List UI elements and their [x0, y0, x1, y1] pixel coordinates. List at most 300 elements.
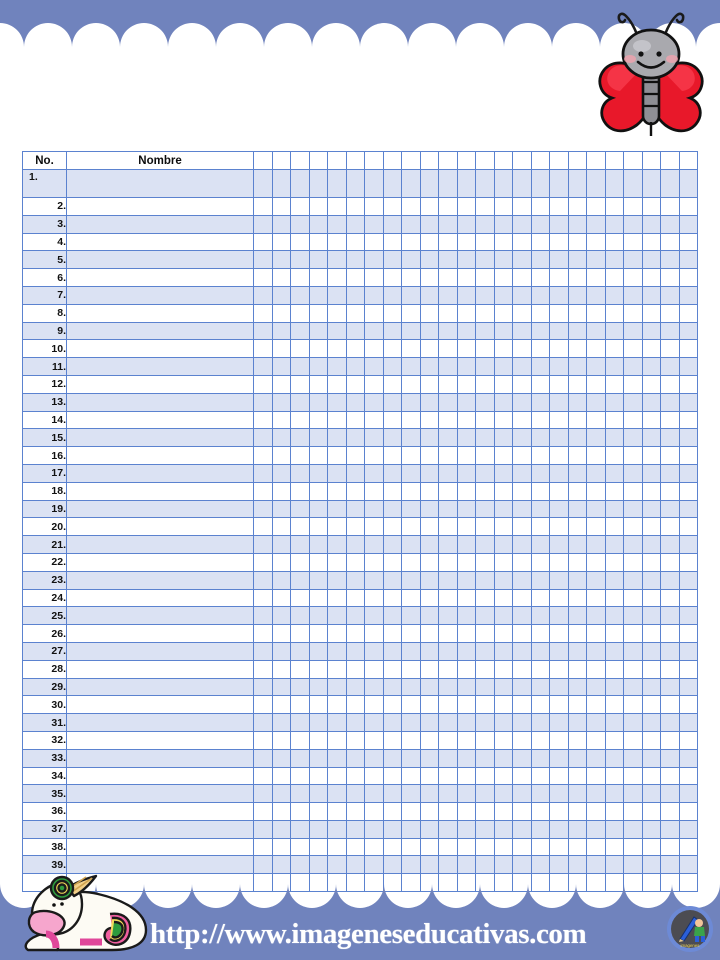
attendance-cell[interactable] [439, 856, 458, 874]
attendance-cell[interactable] [328, 215, 347, 233]
attendance-cell[interactable] [383, 447, 402, 465]
attendance-cell[interactable] [494, 375, 513, 393]
attendance-cell[interactable] [309, 731, 328, 749]
attendance-cell[interactable] [346, 696, 365, 714]
attendance-cell[interactable] [642, 749, 661, 767]
attendance-cell[interactable] [402, 696, 421, 714]
attendance-cell[interactable] [605, 642, 624, 660]
attendance-cell[interactable] [402, 304, 421, 322]
attendance-cell[interactable] [291, 714, 310, 732]
attendance-cell[interactable] [291, 607, 310, 625]
attendance-cell[interactable] [291, 375, 310, 393]
attendance-cell[interactable] [661, 642, 680, 660]
attendance-cell[interactable] [402, 500, 421, 518]
attendance-cell[interactable] [457, 482, 476, 500]
student-name-cell[interactable] [67, 464, 254, 482]
attendance-cell[interactable] [661, 714, 680, 732]
attendance-cell[interactable] [679, 642, 698, 660]
attendance-cell[interactable] [550, 589, 569, 607]
attendance-cell[interactable] [550, 660, 569, 678]
attendance-cell[interactable] [420, 731, 439, 749]
attendance-cell[interactable] [383, 856, 402, 874]
attendance-cell[interactable] [457, 625, 476, 643]
attendance-cell[interactable] [679, 286, 698, 304]
attendance-cell[interactable] [661, 660, 680, 678]
attendance-cell[interactable] [513, 536, 532, 554]
student-name-cell[interactable] [67, 482, 254, 500]
attendance-cell[interactable] [439, 170, 458, 198]
attendance-cell[interactable] [476, 838, 495, 856]
attendance-cell[interactable] [328, 358, 347, 376]
attendance-cell[interactable] [476, 251, 495, 269]
attendance-cell[interactable] [272, 198, 291, 216]
attendance-cell[interactable] [402, 198, 421, 216]
attendance-cell[interactable] [402, 731, 421, 749]
attendance-cell[interactable] [254, 607, 273, 625]
attendance-cell[interactable] [587, 215, 606, 233]
attendance-cell[interactable] [494, 696, 513, 714]
attendance-cell[interactable] [513, 447, 532, 465]
attendance-cell[interactable] [291, 696, 310, 714]
attendance-cell[interactable] [291, 215, 310, 233]
attendance-cell[interactable] [272, 233, 291, 251]
attendance-cell[interactable] [494, 429, 513, 447]
attendance-cell[interactable] [605, 447, 624, 465]
attendance-cell[interactable] [642, 803, 661, 821]
student-name-cell[interactable] [67, 678, 254, 696]
attendance-cell[interactable] [383, 660, 402, 678]
attendance-cell[interactable] [402, 358, 421, 376]
attendance-cell[interactable] [420, 251, 439, 269]
attendance-cell[interactable] [605, 625, 624, 643]
attendance-cell[interactable] [309, 696, 328, 714]
attendance-cell[interactable] [272, 856, 291, 874]
attendance-cell[interactable] [661, 322, 680, 340]
attendance-cell[interactable] [605, 358, 624, 376]
attendance-cell[interactable] [365, 660, 384, 678]
attendance-cell[interactable] [328, 251, 347, 269]
attendance-cell[interactable] [605, 838, 624, 856]
attendance-cell[interactable] [291, 518, 310, 536]
attendance-cell[interactable] [624, 429, 643, 447]
attendance-cell[interactable] [587, 785, 606, 803]
attendance-cell[interactable] [439, 358, 458, 376]
attendance-cell[interactable] [402, 589, 421, 607]
attendance-cell[interactable] [605, 571, 624, 589]
attendance-cell[interactable] [679, 393, 698, 411]
attendance-cell[interactable] [346, 625, 365, 643]
attendance-cell[interactable] [420, 536, 439, 554]
attendance-cell[interactable] [513, 482, 532, 500]
attendance-cell[interactable] [309, 536, 328, 554]
attendance-cell[interactable] [513, 429, 532, 447]
attendance-cell[interactable] [383, 340, 402, 358]
attendance-cell[interactable] [420, 500, 439, 518]
attendance-cell[interactable] [272, 482, 291, 500]
student-name-cell[interactable] [67, 767, 254, 785]
attendance-cell[interactable] [254, 269, 273, 287]
attendance-cell[interactable] [531, 536, 550, 554]
attendance-cell[interactable] [402, 678, 421, 696]
attendance-cell[interactable] [568, 767, 587, 785]
attendance-cell[interactable] [439, 820, 458, 838]
attendance-cell[interactable] [383, 696, 402, 714]
attendance-cell[interactable] [457, 358, 476, 376]
attendance-cell[interactable] [439, 589, 458, 607]
attendance-cell[interactable] [254, 731, 273, 749]
attendance-cell[interactable] [587, 269, 606, 287]
attendance-cell[interactable] [383, 642, 402, 660]
attendance-cell[interactable] [309, 464, 328, 482]
attendance-cell[interactable] [420, 198, 439, 216]
attendance-cell[interactable] [439, 251, 458, 269]
attendance-cell[interactable] [291, 170, 310, 198]
attendance-cell[interactable] [346, 642, 365, 660]
attendance-cell[interactable] [624, 482, 643, 500]
attendance-cell[interactable] [624, 358, 643, 376]
attendance-cell[interactable] [476, 518, 495, 536]
attendance-cell[interactable] [494, 233, 513, 251]
attendance-cell[interactable] [346, 411, 365, 429]
attendance-cell[interactable] [550, 678, 569, 696]
attendance-cell[interactable] [291, 589, 310, 607]
attendance-cell[interactable] [346, 375, 365, 393]
attendance-cell[interactable] [457, 767, 476, 785]
attendance-cell[interactable] [513, 198, 532, 216]
attendance-cell[interactable] [309, 393, 328, 411]
student-name-cell[interactable] [67, 447, 254, 465]
attendance-cell[interactable] [254, 625, 273, 643]
attendance-cell[interactable] [661, 304, 680, 322]
attendance-cell[interactable] [624, 803, 643, 821]
attendance-cell[interactable] [605, 767, 624, 785]
attendance-cell[interactable] [457, 571, 476, 589]
attendance-cell[interactable] [309, 215, 328, 233]
attendance-cell[interactable] [291, 322, 310, 340]
attendance-cell[interactable] [439, 714, 458, 732]
attendance-cell[interactable] [402, 482, 421, 500]
attendance-cell[interactable] [346, 803, 365, 821]
attendance-cell[interactable] [272, 269, 291, 287]
attendance-cell[interactable] [679, 215, 698, 233]
attendance-cell[interactable] [531, 500, 550, 518]
attendance-cell[interactable] [420, 625, 439, 643]
attendance-cell[interactable] [457, 536, 476, 554]
attendance-cell[interactable] [550, 803, 569, 821]
attendance-cell[interactable] [309, 553, 328, 571]
attendance-cell[interactable] [476, 304, 495, 322]
attendance-cell[interactable] [254, 215, 273, 233]
attendance-cell[interactable] [587, 233, 606, 251]
attendance-cell[interactable] [383, 198, 402, 216]
attendance-cell[interactable] [254, 429, 273, 447]
attendance-cell[interactable] [531, 767, 550, 785]
attendance-cell[interactable] [679, 571, 698, 589]
attendance-cell[interactable] [420, 429, 439, 447]
attendance-cell[interactable] [402, 749, 421, 767]
attendance-cell[interactable] [624, 553, 643, 571]
student-name-cell[interactable] [67, 571, 254, 589]
attendance-cell[interactable] [346, 838, 365, 856]
attendance-cell[interactable] [642, 696, 661, 714]
attendance-cell[interactable] [309, 856, 328, 874]
attendance-cell[interactable] [642, 607, 661, 625]
attendance-cell[interactable] [439, 749, 458, 767]
attendance-cell[interactable] [661, 696, 680, 714]
attendance-cell[interactable] [346, 215, 365, 233]
attendance-cell[interactable] [365, 233, 384, 251]
attendance-cell[interactable] [494, 393, 513, 411]
attendance-cell[interactable] [309, 625, 328, 643]
attendance-cell[interactable] [587, 429, 606, 447]
attendance-cell[interactable] [402, 251, 421, 269]
attendance-cell[interactable] [568, 571, 587, 589]
attendance-cell[interactable] [439, 500, 458, 518]
attendance-cell[interactable] [605, 553, 624, 571]
attendance-cell[interactable] [531, 589, 550, 607]
attendance-cell[interactable] [365, 678, 384, 696]
attendance-cell[interactable] [457, 304, 476, 322]
attendance-cell[interactable] [494, 411, 513, 429]
attendance-cell[interactable] [272, 714, 291, 732]
attendance-cell[interactable] [531, 642, 550, 660]
attendance-cell[interactable] [457, 322, 476, 340]
attendance-cell[interactable] [661, 856, 680, 874]
attendance-cell[interactable] [309, 286, 328, 304]
attendance-cell[interactable] [383, 464, 402, 482]
attendance-cell[interactable] [513, 856, 532, 874]
attendance-cell[interactable] [254, 518, 273, 536]
attendance-cell[interactable] [550, 696, 569, 714]
attendance-cell[interactable] [420, 607, 439, 625]
attendance-cell[interactable] [439, 696, 458, 714]
attendance-cell[interactable] [661, 215, 680, 233]
attendance-cell[interactable] [679, 233, 698, 251]
attendance-cell[interactable] [661, 358, 680, 376]
attendance-cell[interactable] [624, 464, 643, 482]
attendance-cell[interactable] [531, 198, 550, 216]
attendance-cell[interactable] [254, 411, 273, 429]
attendance-cell[interactable] [624, 625, 643, 643]
attendance-cell[interactable] [272, 464, 291, 482]
attendance-cell[interactable] [346, 393, 365, 411]
attendance-cell[interactable] [679, 518, 698, 536]
attendance-cell[interactable] [661, 803, 680, 821]
attendance-cell[interactable] [291, 767, 310, 785]
attendance-cell[interactable] [328, 660, 347, 678]
attendance-cell[interactable] [624, 678, 643, 696]
attendance-cell[interactable] [420, 749, 439, 767]
attendance-cell[interactable] [568, 696, 587, 714]
attendance-cell[interactable] [605, 785, 624, 803]
attendance-cell[interactable] [272, 393, 291, 411]
attendance-cell[interactable] [476, 607, 495, 625]
attendance-cell[interactable] [309, 571, 328, 589]
attendance-cell[interactable] [605, 678, 624, 696]
attendance-cell[interactable] [420, 785, 439, 803]
attendance-cell[interactable] [661, 233, 680, 251]
attendance-cell[interactable] [420, 518, 439, 536]
attendance-cell[interactable] [568, 589, 587, 607]
attendance-cell[interactable] [679, 170, 698, 198]
attendance-cell[interactable] [291, 571, 310, 589]
attendance-cell[interactable] [365, 571, 384, 589]
attendance-cell[interactable] [494, 838, 513, 856]
attendance-cell[interactable] [309, 269, 328, 287]
attendance-cell[interactable] [272, 607, 291, 625]
attendance-cell[interactable] [494, 322, 513, 340]
attendance-cell[interactable] [642, 375, 661, 393]
attendance-cell[interactable] [642, 170, 661, 198]
attendance-cell[interactable] [383, 731, 402, 749]
attendance-cell[interactable] [661, 269, 680, 287]
attendance-cell[interactable] [254, 642, 273, 660]
attendance-cell[interactable] [587, 411, 606, 429]
attendance-cell[interactable] [568, 607, 587, 625]
attendance-cell[interactable] [587, 518, 606, 536]
attendance-cell[interactable] [402, 447, 421, 465]
attendance-cell[interactable] [587, 358, 606, 376]
attendance-cell[interactable] [383, 749, 402, 767]
attendance-cell[interactable] [531, 749, 550, 767]
attendance-cell[interactable] [328, 553, 347, 571]
attendance-cell[interactable] [328, 304, 347, 322]
attendance-cell[interactable] [550, 375, 569, 393]
attendance-cell[interactable] [476, 571, 495, 589]
attendance-cell[interactable] [346, 322, 365, 340]
attendance-cell[interactable] [661, 393, 680, 411]
attendance-cell[interactable] [383, 170, 402, 198]
attendance-cell[interactable] [254, 696, 273, 714]
attendance-cell[interactable] [254, 340, 273, 358]
attendance-cell[interactable] [494, 767, 513, 785]
attendance-cell[interactable] [272, 785, 291, 803]
attendance-cell[interactable] [531, 393, 550, 411]
attendance-cell[interactable] [679, 820, 698, 838]
attendance-cell[interactable] [642, 731, 661, 749]
attendance-cell[interactable] [679, 269, 698, 287]
attendance-cell[interactable] [328, 429, 347, 447]
attendance-cell[interactable] [624, 170, 643, 198]
attendance-cell[interactable] [476, 678, 495, 696]
attendance-cell[interactable] [587, 856, 606, 874]
attendance-cell[interactable] [605, 500, 624, 518]
attendance-cell[interactable] [365, 625, 384, 643]
attendance-cell[interactable] [420, 856, 439, 874]
attendance-cell[interactable] [439, 215, 458, 233]
attendance-cell[interactable] [679, 464, 698, 482]
attendance-cell[interactable] [642, 198, 661, 216]
attendance-cell[interactable] [550, 411, 569, 429]
attendance-cell[interactable] [679, 358, 698, 376]
attendance-cell[interactable] [328, 589, 347, 607]
attendance-cell[interactable] [346, 464, 365, 482]
attendance-cell[interactable] [624, 393, 643, 411]
attendance-cell[interactable] [457, 233, 476, 251]
attendance-cell[interactable] [272, 696, 291, 714]
attendance-cell[interactable] [568, 251, 587, 269]
attendance-cell[interactable] [568, 322, 587, 340]
attendance-cell[interactable] [291, 411, 310, 429]
attendance-cell[interactable] [365, 340, 384, 358]
attendance-cell[interactable] [254, 375, 273, 393]
attendance-cell[interactable] [420, 589, 439, 607]
student-name-cell[interactable] [67, 411, 254, 429]
attendance-cell[interactable] [439, 731, 458, 749]
attendance-cell[interactable] [309, 251, 328, 269]
attendance-cell[interactable] [531, 411, 550, 429]
attendance-cell[interactable] [328, 642, 347, 660]
attendance-cell[interactable] [309, 198, 328, 216]
attendance-cell[interactable] [568, 482, 587, 500]
attendance-cell[interactable] [309, 678, 328, 696]
attendance-cell[interactable] [661, 749, 680, 767]
attendance-cell[interactable] [439, 447, 458, 465]
attendance-cell[interactable] [309, 767, 328, 785]
attendance-cell[interactable] [254, 447, 273, 465]
attendance-cell[interactable] [550, 429, 569, 447]
attendance-cell[interactable] [494, 553, 513, 571]
attendance-cell[interactable] [291, 536, 310, 554]
attendance-cell[interactable] [642, 642, 661, 660]
attendance-cell[interactable] [365, 429, 384, 447]
attendance-cell[interactable] [272, 731, 291, 749]
attendance-cell[interactable] [550, 340, 569, 358]
attendance-cell[interactable] [661, 375, 680, 393]
attendance-cell[interactable] [457, 375, 476, 393]
attendance-cell[interactable] [439, 269, 458, 287]
attendance-cell[interactable] [254, 286, 273, 304]
attendance-cell[interactable] [624, 607, 643, 625]
attendance-cell[interactable] [402, 269, 421, 287]
attendance-cell[interactable] [365, 375, 384, 393]
attendance-cell[interactable] [550, 215, 569, 233]
attendance-cell[interactable] [624, 340, 643, 358]
attendance-cell[interactable] [494, 251, 513, 269]
attendance-cell[interactable] [531, 625, 550, 643]
attendance-cell[interactable] [531, 660, 550, 678]
student-name-cell[interactable] [67, 358, 254, 376]
attendance-cell[interactable] [291, 447, 310, 465]
attendance-cell[interactable] [605, 482, 624, 500]
attendance-cell[interactable] [402, 714, 421, 732]
attendance-cell[interactable] [494, 447, 513, 465]
attendance-cell[interactable] [291, 198, 310, 216]
attendance-cell[interactable] [531, 464, 550, 482]
attendance-cell[interactable] [513, 464, 532, 482]
attendance-cell[interactable] [328, 625, 347, 643]
attendance-cell[interactable] [587, 838, 606, 856]
attendance-cell[interactable] [642, 429, 661, 447]
attendance-cell[interactable] [679, 607, 698, 625]
student-name-cell[interactable] [67, 553, 254, 571]
attendance-cell[interactable] [309, 340, 328, 358]
attendance-cell[interactable] [420, 803, 439, 821]
attendance-cell[interactable] [254, 233, 273, 251]
attendance-cell[interactable] [624, 304, 643, 322]
attendance-cell[interactable] [642, 482, 661, 500]
attendance-cell[interactable] [309, 358, 328, 376]
attendance-cell[interactable] [457, 269, 476, 287]
attendance-cell[interactable] [568, 856, 587, 874]
attendance-cell[interactable] [587, 767, 606, 785]
attendance-cell[interactable] [605, 607, 624, 625]
attendance-cell[interactable] [420, 464, 439, 482]
attendance-cell[interactable] [679, 856, 698, 874]
attendance-cell[interactable] [642, 464, 661, 482]
attendance-cell[interactable] [365, 589, 384, 607]
attendance-cell[interactable] [272, 340, 291, 358]
